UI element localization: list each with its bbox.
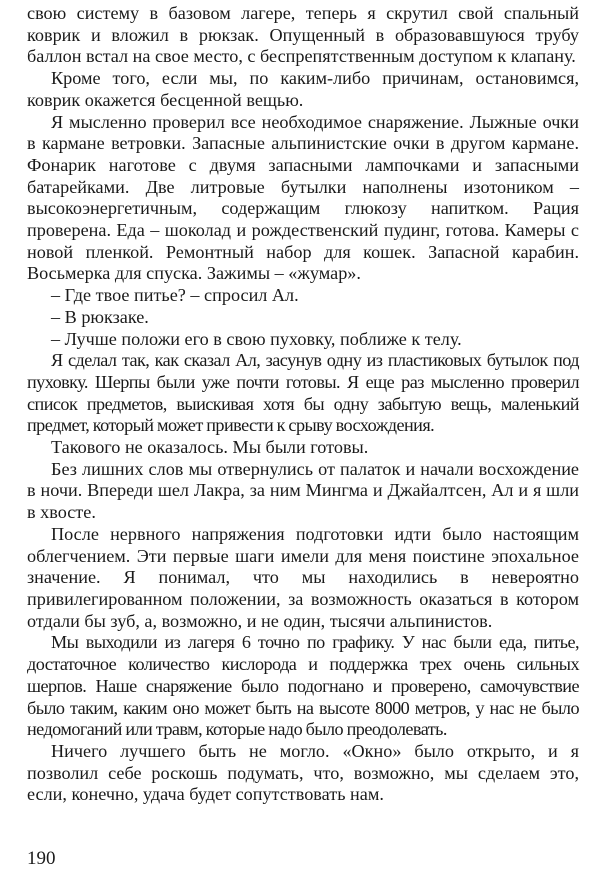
dialogue-line-1: – Где твое питье? – спросил Ал. <box>51 285 299 306</box>
paragraph-6: Без лишних слов мы отвернулись от палаток и начали восхождение в ночи. Впереди шел Лакра, за ним Мингма и Джайалтсен, Ал и я шли в хвосте. <box>27 458 579 523</box>
paragraph-7: После нервного напряжения подготовки идти было настоящим облегчением. Эти первые шаги имели для меня поистине эпохальное значение. Я понимал, что мы находились в невероятно привилегированном положении, за возможность оказаться в котором отдали бы зуб, а, возможно, и не один, тысячи альпинистов. <box>27 523 579 631</box>
paragraph-4: Я сделал так, как сказал Ал, засунув одну из пластиковых бутылок под пуховку. Шерпы были уже почти готовы. Я еще раз мысленно проверил список предметов, выискивая хотя бы одну забытую вещь, маленький предмет, который может привести к срыву восхождения. <box>27 350 579 436</box>
paragraph-3: Я мысленно проверил все необходимое снаряжение. Лыжные очки в кармане ветровки. Запасные альпинистские очки в другом кармане. Фонарик наготове с двумя запасными лампочками и запасными батарейками. Две литровые бутылки наполнены изотоником – высокоэнергетичным, содержащим глюкозу напитком. Рация проверена. Еда – шоколад и рождественский пудинг, готова. Камеры с новой пленкой. Ремонтный набор для кошек. Запасной карабин. Восьмерка для спуска. Зажимы – «жумар». <box>27 111 579 284</box>
paragraph-1: свою систему в базовом лагере, теперь я скрутил свой спальный коврик и вложил в рюкзак. Опущенный в образовавшуюся трубу баллон встал на свое место, с беспрепятственным доступом к клапану. <box>27 3 579 67</box>
paragraph-9: Ничего лучшего быть не могло. «Окно» было открыто, и я позволил себе роскошь подумать, что, возможно, мы сделаем это, если, конечно, удача будет сопутствовать нам. <box>27 740 579 805</box>
page-number: 190 <box>27 848 56 869</box>
dialogue-line-2: – В рюкзаке. <box>51 306 149 327</box>
paragraph-2: Кроме того, если мы, по каким-либо причинам, остановимся, коврик окажется бесценной вещью. <box>27 68 579 110</box>
paragraph-8: Мы выходили из лагеря 6 точно по графику. У нас были еда, питье, достаточное количество кислорода и поддержка трех очень сильных шерпов. Наше снаряжение было подогнано и проверено, самочувствие было таким, каким оно может быть на высоте 8000 метров, у нас не было недомоганий или травм, которые надо было преодолевать. <box>27 632 579 740</box>
book-page <box>27 0 579 880</box>
paragraph-5: Такового не оказалось. Мы были готовы. <box>51 437 369 458</box>
body-text <box>27 3 579 806</box>
dialogue-line-3: – Лучше положи его в свою пуховку, поближе к телу. <box>51 328 462 349</box>
